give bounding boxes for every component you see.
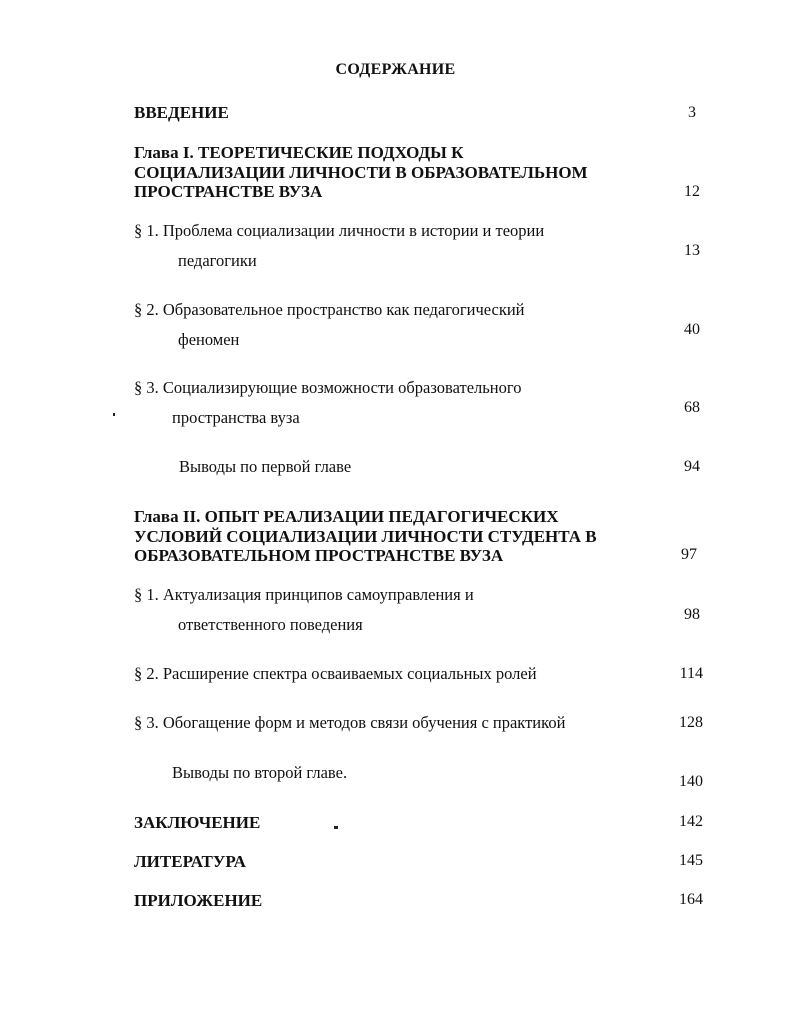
toc-section-1-2 (134, 295, 525, 355)
toc-section-1-3 (134, 373, 521, 433)
toc-section-2-3: § 3. Обогащение форм и методов связи обучения с практикой (134, 713, 566, 732)
toc-section-1-2-line-1: § 2. Образовательное пространство как педагогический (134, 300, 525, 319)
toc-page-section-1-3: 68 (684, 399, 700, 416)
toc-section-1-2-line-2: феномен (178, 330, 240, 349)
toc-page-chapter-2: 97 (681, 546, 697, 563)
toc-section-2-1 (134, 580, 474, 640)
toc-page-section-2-3: 128 (679, 714, 703, 731)
toc-entry-literature: ЛИТЕРАТУРА (134, 852, 246, 871)
toc-page-section-1-1: 13 (684, 242, 700, 259)
toc-title: СОДЕРЖАНИЕ (335, 61, 456, 78)
toc-page-introduction: 3 (688, 104, 696, 121)
toc-entry-introduction: ВВЕДЕНИЕ (134, 103, 229, 122)
toc-chapter-1-line-3: ПРОСТРАНСТВЕ ВУЗА (134, 182, 323, 201)
toc-page-section-1-2: 40 (684, 321, 700, 338)
toc-chapter-1-line-2: СОЦИАЛИЗАЦИИ ЛИЧНОСТИ В ОБРАЗОВАТЕЛЬНОМ (134, 162, 588, 182)
toc-section-1-3-line-2: пространства вуза (172, 408, 300, 427)
toc-chapter-2-heading (134, 507, 597, 566)
toc-section-1-1-line-2: педагогики (178, 251, 257, 270)
toc-page-section-2-2: 114 (679, 665, 703, 682)
toc-chapter-2-line-3: ОБРАЗОВАТЕЛЬНОМ ПРОСТРАНСТВЕ ВУЗА (134, 546, 504, 565)
toc-chapter-2-line-1: Глава II. ОПЫТ РЕАЛИЗАЦИИ ПЕДАГОГИЧЕСКИХ (134, 507, 559, 526)
toc-chapter-1-conclusions: Выводы по первой главе (179, 457, 352, 476)
toc-page-literature: 145 (679, 852, 703, 869)
scan-speck (334, 826, 338, 829)
toc-entry-appendix: ПРИЛОЖЕНИЕ (134, 891, 263, 910)
toc-section-2-1-line-2: ответственного поведения (178, 615, 363, 634)
toc-section-1-1 (134, 216, 544, 276)
toc-chapter-1-heading (134, 143, 588, 202)
toc-section-1-1-line-1: § 1. Проблема социализации личности в истории и теории (134, 221, 545, 240)
toc-section-2-2: § 2. Расширение спектра осваиваемых социальных ролей (134, 664, 537, 683)
toc-section-2-1-line-1: § 1. Актуализация принципов самоуправления и (134, 585, 474, 604)
toc-chapter-2-conclusions: Выводы по второй главе. (172, 763, 348, 782)
toc-page-chapter-1: 12 (684, 183, 700, 200)
toc-chapter-1-line-1: Глава I. ТЕОРЕТИЧЕСКИЕ ПОДХОДЫ К (134, 143, 464, 162)
toc-chapter-2-line-2: УСЛОВИЙ СОЦИАЛИЗАЦИИ ЛИЧНОСТИ СТУДЕНТА В (134, 526, 597, 546)
toc-page-chapter-2-conclusions: 140 (679, 773, 703, 790)
toc-page-section-2-1: 98 (684, 606, 700, 623)
scan-speck (113, 413, 115, 416)
toc-section-1-3-line-1: § 3. Социализирующие возможности образовательного (134, 378, 522, 397)
toc-page-conclusion: 142 (679, 813, 703, 830)
toc-page-appendix: 164 (679, 891, 703, 908)
toc-page-chapter-1-conclusions: 94 (684, 458, 700, 475)
toc-entry-conclusion: ЗАКЛЮЧЕНИЕ (134, 813, 261, 832)
